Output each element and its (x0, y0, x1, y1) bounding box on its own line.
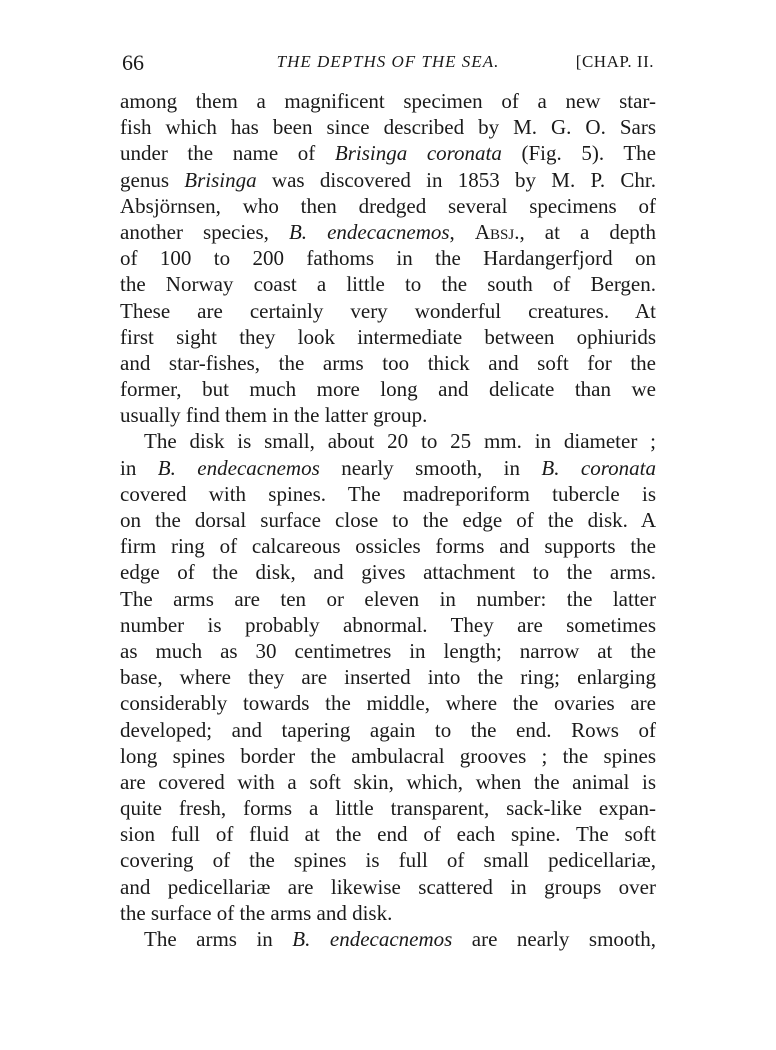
text-line: genus Brisinga was discovered in 1853 by M. P. Chr. (120, 167, 656, 192)
text-line: are covered with a soft skin, which, when the animal is (120, 769, 656, 794)
text-line: quite fresh, forms a little transparent, sack-like expan- (120, 796, 656, 821)
text-line: of 100 to 200 fathoms in the Hardangerfjord on (120, 246, 656, 271)
text-line: among them a magnificent specimen of a new star- (120, 89, 656, 113)
text-line: covered with spines. The madreporiform tubercle is (120, 481, 656, 506)
text-line: the Norway coast a little to the south of Bergen. (120, 272, 656, 297)
text-line: and pedicellariæ are likewise scattered in groups over (120, 874, 656, 899)
text-line: The arms are ten or eleven in number: the latter (120, 586, 656, 611)
running-header (122, 50, 654, 80)
page-number: 66 (122, 50, 144, 75)
text-line: These are certainly very wonderful creatures. At (120, 298, 656, 323)
text-line: on the dorsal surface close to the edge of the disk. A (120, 508, 656, 532)
text-line: usually find them in the latter group. (120, 403, 428, 428)
text-line: as much as 30 centimetres in length; narrow at the (120, 638, 656, 663)
text-line: long spines border the ambulacral grooves ; the spines (120, 743, 656, 768)
text-line: edge of the disk, and gives attachment to the arms. (120, 560, 656, 585)
text-line: covering of the spines is full of small pedicellariæ, (120, 848, 656, 873)
text-line: firm ring of calcareous ossicles forms and supports the (120, 534, 656, 559)
text-line: another species, B. endecacnemos, Absj., at a depth (120, 219, 656, 244)
running-title: THE DEPTHS OF THE SEA. (276, 52, 500, 71)
text-line: The disk is small, about 20 to 25 mm. in diameter ; (144, 429, 656, 454)
text-line: first sight they look intermediate between ophiurids (120, 324, 656, 349)
text-line: under the name of Brisinga coronata (Fig. 5). The (120, 141, 656, 166)
text-line: Absjörnsen, who then dredged several specimens of (120, 193, 656, 218)
text-line: base, where they are inserted into the ring; enlarging (120, 665, 656, 690)
text-line: fish which has been since described by M. G. O. Sars (120, 115, 656, 140)
body-text (120, 88, 656, 952)
text-line: developed; and tapering again to the end. Rows of (120, 717, 656, 742)
text-line: considerably towards the middle, where the ovaries are (120, 691, 656, 716)
text-line: and star-fishes, the arms too thick and soft for the (120, 350, 656, 375)
text-line: sion full of fluid at the end of each spine. The soft (120, 822, 656, 847)
chapter-marker: [CHAP. II. (575, 52, 654, 71)
text-line: in B. endecacnemos nearly smooth, in B. coronata (120, 455, 656, 480)
text-line: former, but much more long and delicate than we (120, 377, 656, 402)
text-line: the surface of the arms and disk. (120, 900, 393, 925)
text-line: number is probably abnormal. They are sometimes (120, 612, 656, 637)
text-line: The arms in B. endecacnemos are nearly smooth, (144, 927, 656, 951)
